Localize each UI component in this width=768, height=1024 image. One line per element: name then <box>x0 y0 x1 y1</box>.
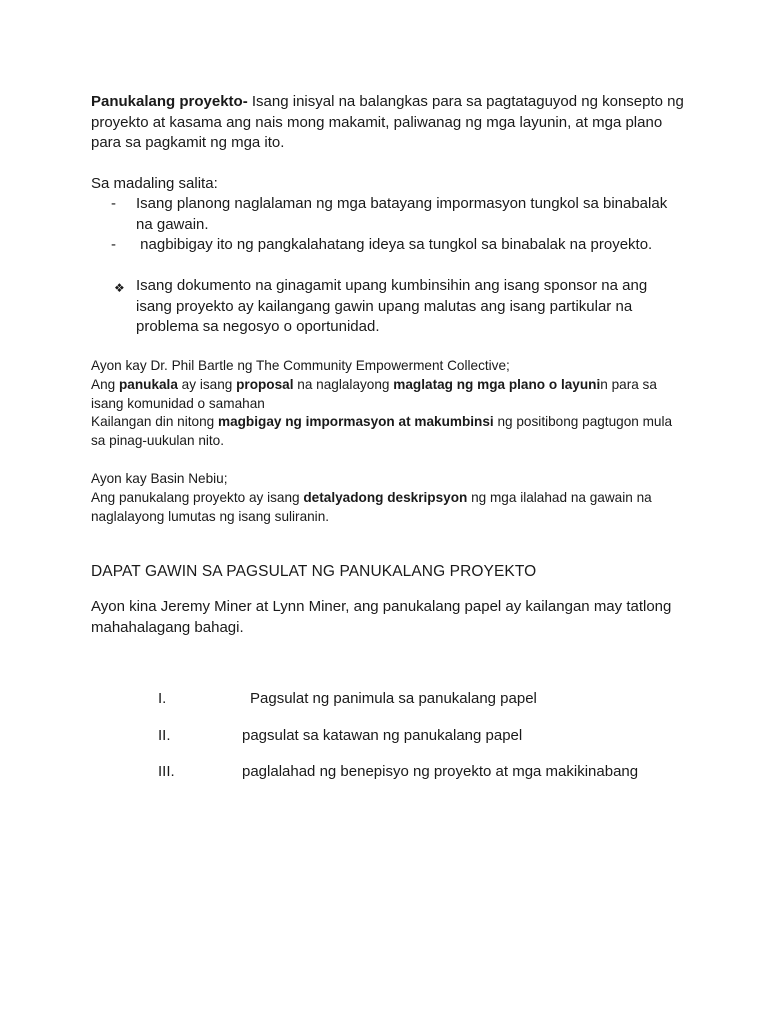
section-heading: DAPAT GAWIN SA PAGSULAT NG PANUKALANG PROYEKTO <box>91 563 537 580</box>
diamond-item-text: Isang dokumento na ginagamit upang kumbinsihin ang isang sponsor na ang isang proyekto ay kailangang gawin upang malutas ang isang partikular na problema sa negosyo o oportunidad. <box>136 277 648 335</box>
diamond-bullet-icon: ❖ <box>114 281 125 295</box>
bold-run: detalyadong deskripsyon <box>303 490 468 505</box>
text-run: ng mga ilalahad na gawain na naglalayong lumutas ng isang suliranin. <box>91 490 652 524</box>
text-run: na naglalayong <box>293 377 394 392</box>
bartle-requirement <box>91 413 681 451</box>
part-text: pagsulat sa katawan ng panukalang papel <box>242 727 523 744</box>
text-run: Kailangan din nitong <box>91 414 218 429</box>
bold-run: panukala <box>118 377 178 392</box>
text-run: Ang <box>91 377 119 392</box>
bold-run: proposal <box>236 377 294 392</box>
part-number: III. <box>158 763 175 780</box>
definition-term: Panukalang proyekto- <box>91 93 248 110</box>
dash-marker: - <box>111 195 116 212</box>
nebiu-source: Ayon kay Basin Nebiu; <box>91 471 228 486</box>
section-intro: Ayon kina Jeremy Miner at Lynn Miner, ang panukalang papel ay kailangan may tatlong mahahalagang bahagi. <box>91 598 672 636</box>
part-text: Pagsulat ng panimula sa panukalang papel <box>250 690 537 707</box>
dash-marker: - <box>111 236 116 253</box>
text-run: ay isang <box>177 377 237 392</box>
part-number: II. <box>158 727 171 744</box>
nebiu-definition <box>91 489 681 527</box>
bartle-source: Ayon kay Dr. Phil Bartle ng The Community Empowerment Collective; <box>91 358 510 373</box>
text-run: ng positibong pagtugon mula sa pinag-uukulan nito. <box>91 414 673 448</box>
text-run: n para sa isang komunidad o samahan <box>91 377 657 411</box>
bartle-definition <box>91 376 681 414</box>
part-number: I. <box>158 690 167 707</box>
definition-paragraph <box>91 92 691 154</box>
simple-intro: Sa madaling salita: <box>91 175 218 192</box>
bold-run: maglatag ng mga plano o layuni <box>393 377 601 392</box>
text-run: Ang panukalang proyekto ay isang <box>91 490 304 505</box>
list-item-text: Isang planong naglalaman ng mga batayang impormasyon tungkol sa binabalak na gawain. <box>136 195 668 233</box>
bold-run: magbigay ng impormasyon at makumbinsi <box>217 414 494 429</box>
definition-text: Isang inisyal na balangkas para sa pagtataguyod ng konsepto ng proyekto at kasama ang nais mong makamit, paliwanag ng mga layunin, at mga plano para sa pagkamit ng mga ito. <box>91 93 684 151</box>
part-text: paglalahad ng benepisyo ng proyekto at mga makikinabang <box>242 763 639 780</box>
list-item-text: nagbibigay ito ng pangkalahatang ideya sa tungkol sa binabalak na proyekto. <box>136 236 653 253</box>
